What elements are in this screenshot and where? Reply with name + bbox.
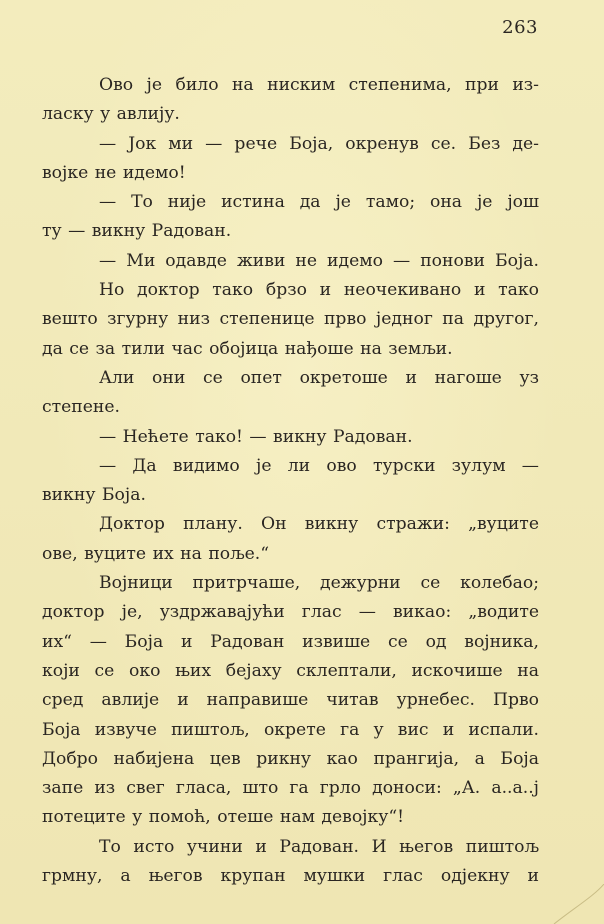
text-line: запе из свег гласа, што га грло доноси: „А. а..а..ј <box>42 778 539 799</box>
text-line: викну Боја. <box>42 485 146 506</box>
text-line: Али они се опет окретоше и нагоше уз <box>99 367 539 388</box>
text-line: доктор је, уздржавајући глас — викао: „водите <box>42 602 539 623</box>
text-line: Ово је било на ниским степенима, при из- <box>99 75 539 95</box>
page-corner-curl <box>544 884 604 924</box>
text-line: — Да видимо је ли ово турски зулум — <box>99 455 539 476</box>
text-line: степене. <box>42 397 121 418</box>
body-text <box>42 71 539 891</box>
text-line: вешто згурну низ степенице прво једног па другог, <box>42 309 539 330</box>
text-line: Добро набијена цев рикну као прангија, а Боја <box>42 748 539 769</box>
text-line: ласку у авлију. <box>42 104 180 125</box>
text-line: Војници притрчаше, дежурни се колебао; <box>99 573 539 594</box>
page-number: 263 <box>502 17 538 38</box>
text-line: ове, вуците их на поље.“ <box>42 543 270 564</box>
text-line: Боја извуче пиштољ, окрете га у вис и испали. <box>42 719 539 740</box>
text-line: сред авлије и направише читав урнебес. Прво <box>42 690 539 711</box>
text-line: који се око њих бејаху склептали, искочише на <box>42 660 539 681</box>
text-line: да се за тили час обојица нађоше на земљи. <box>42 338 453 359</box>
text-line: — Јок ми — рече Боја, окренув се. Без де- <box>99 133 539 154</box>
text-line: Но доктор тако брзо и неочекивано и тако <box>99 280 539 301</box>
text-line: војке не идемо! <box>42 162 186 183</box>
text-line: — Нећете тако! — викну Радован. <box>99 426 413 447</box>
text-line: ту — викну Радован. <box>42 221 232 242</box>
text-line: То исто учини и Радован. И његов пиштољ <box>99 836 539 857</box>
text-line: грмну, а његов крупан мушки глас одјекну и <box>42 866 539 887</box>
text-line: потеците у помоћ, отеше нам девојку“! <box>42 807 405 828</box>
text-line: — То није истина да је тамо; она је још <box>99 192 539 213</box>
text-line: — Ми одавде живи не идемо — понови Боја. <box>99 250 539 271</box>
text-line: их“ — Боја и Радован извише се од војника, <box>42 631 539 652</box>
text-line: Доктор плану. Он викну стражи: „вуците <box>99 514 539 535</box>
